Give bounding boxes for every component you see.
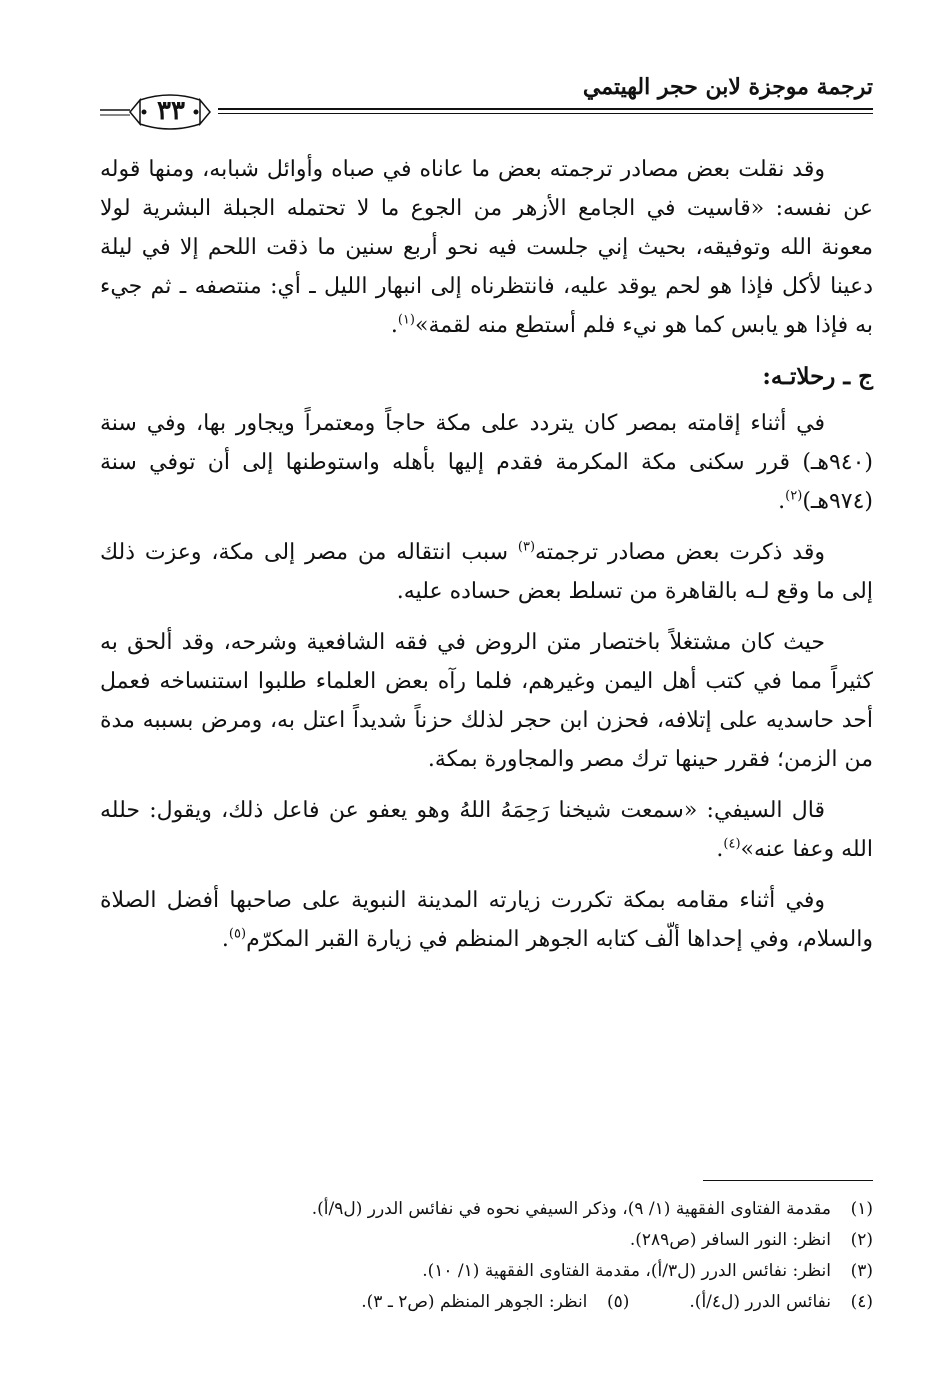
footnote-1 bbox=[100, 1194, 873, 1225]
paragraph-6: وفي أثناء مقامه بمكة تكررت زيارته المدينة النبوية على صاحبها أفضل الصلاة والسلام، وفي إحداها ألّف كتابه الجوهر المنظم في زيارة القبر المكرّم$^{(٥)}$. bbox=[100, 888, 873, 952]
paragraph-3: وقد ذكرت بعض مصادر ترجمته$^{(٣)}$ سبب انتقاله من مصر إلى مكة، وعزت ذلك إلى ما وقع لـه بالقاهرة من تسلط بعض حساده عليه. bbox=[100, 539, 873, 604]
footnote-marker-1[interactable]: (١) bbox=[397, 312, 415, 328]
paragraph-2: في أثناء إقامته بمصر كان يتردد على مكة حاجاً ومعتمراً ويجاور بها، وفي سنة (٩٤٠هـ) قرر سكنى مكة المكرمة فقدم إليها بأهله واستوطنها إلى أن توفي سنة (٩٧٤هـ)$^{(٢)}$. bbox=[100, 411, 873, 514]
main-text bbox=[100, 150, 873, 959]
footnote-separator bbox=[703, 1180, 873, 1181]
footnote-4 bbox=[689, 1287, 873, 1318]
paragraph-5: قال السيفي: «سمعت شيخنا رَحِمَهُ اللهُ وهو يعفو عن فاعل ذلك، ويقول: حلله الله وعفا عنه»$^{(٤)}$. bbox=[100, 798, 873, 862]
footnote-marker-3[interactable]: (٣) bbox=[517, 539, 536, 555]
header-rule bbox=[218, 108, 873, 110]
footnote-number: (٤) bbox=[850, 1292, 873, 1312]
footnote-number: (١) bbox=[850, 1199, 873, 1219]
footnote-text: مقدمة الفتاوى الفقهية (١/ ٩)، وذكر السيفي نحوه في نفائس الدرر (ل٩/أ). bbox=[311, 1199, 831, 1219]
page bbox=[100, 68, 873, 1369]
footnote-number: (٢) bbox=[850, 1230, 873, 1250]
footnote-number: (٥) bbox=[606, 1292, 630, 1312]
footnote-text: نفائس الدرر (ل٤/أ). bbox=[689, 1292, 831, 1312]
header-rule-thin bbox=[218, 113, 873, 114]
page-number: ٣٣ bbox=[157, 96, 185, 126]
footnote-3 bbox=[100, 1256, 873, 1287]
paragraph-1: وقد نقلت بعض مصادر ترجمته بعض ما عاناه في صباه وأوائل شبابه، ومنها قوله عن نفسه: «قاسيت في الجامع الأزهر من الجوع ما لا تحتمله الجبلة البشرية لولا معونة الله وتوفيقه، بحيث إني جلست فيه نحو أربع سنين ما ذقت اللحم إلا في ليلة دعينا لأكل فإذا هو لحم يوقد عليه، فانتظرناه إلى انبهار الليل ـ أي: منتصفه ـ ثم جيء به فإذا هو يابس كما هو نيء فلم أستطع منه لقمة»$^{(١)}$. bbox=[100, 157, 873, 338]
footnote-marker-5[interactable]: (٥) bbox=[228, 926, 247, 942]
footnote-row bbox=[100, 1287, 873, 1318]
footnote-text: انظر: النور السافر (ص٢٨٩). bbox=[629, 1230, 831, 1250]
footnote-number: (٣) bbox=[850, 1261, 873, 1281]
section-heading: ج ـ رحلاتـه: bbox=[762, 363, 873, 390]
footnote-text: انظر: نفائس الدرر (ل٣/أ)، مقدمة الفتاوى الفقهية (١/ ١٠). bbox=[422, 1261, 831, 1281]
footnote-2 bbox=[100, 1225, 873, 1256]
footnote-text: انظر: الجوهر المنظم (ص٢ ـ ٣). bbox=[361, 1292, 588, 1312]
footnote-marker-4[interactable]: (٤) bbox=[723, 836, 741, 852]
running-title: ترجمة موجزة لابن حجر الهيتمي bbox=[582, 74, 873, 100]
footnote-5 bbox=[361, 1287, 629, 1318]
footnote-marker-2[interactable]: (٢) bbox=[785, 488, 803, 504]
paragraph-4: حيث كان مشتغلاً باختصار متن الروض في فقه الشافعية وشرحه، وقد ألحق به كثيراً مما في كتب أهل اليمن وغيرهم، فلما رآه بعض العلماء طلبوا استنساخه فعمل أحد حاسديه على إتلافه، فحزن ابن حجر لذلك حزناً شديداً اعتل به، ومرض بسببه مدة من الزمن؛ فقرر حينها ترك مصر والمجاورة بمكة. bbox=[100, 630, 873, 772]
page-header bbox=[100, 68, 873, 138]
footnotes bbox=[100, 1194, 873, 1318]
